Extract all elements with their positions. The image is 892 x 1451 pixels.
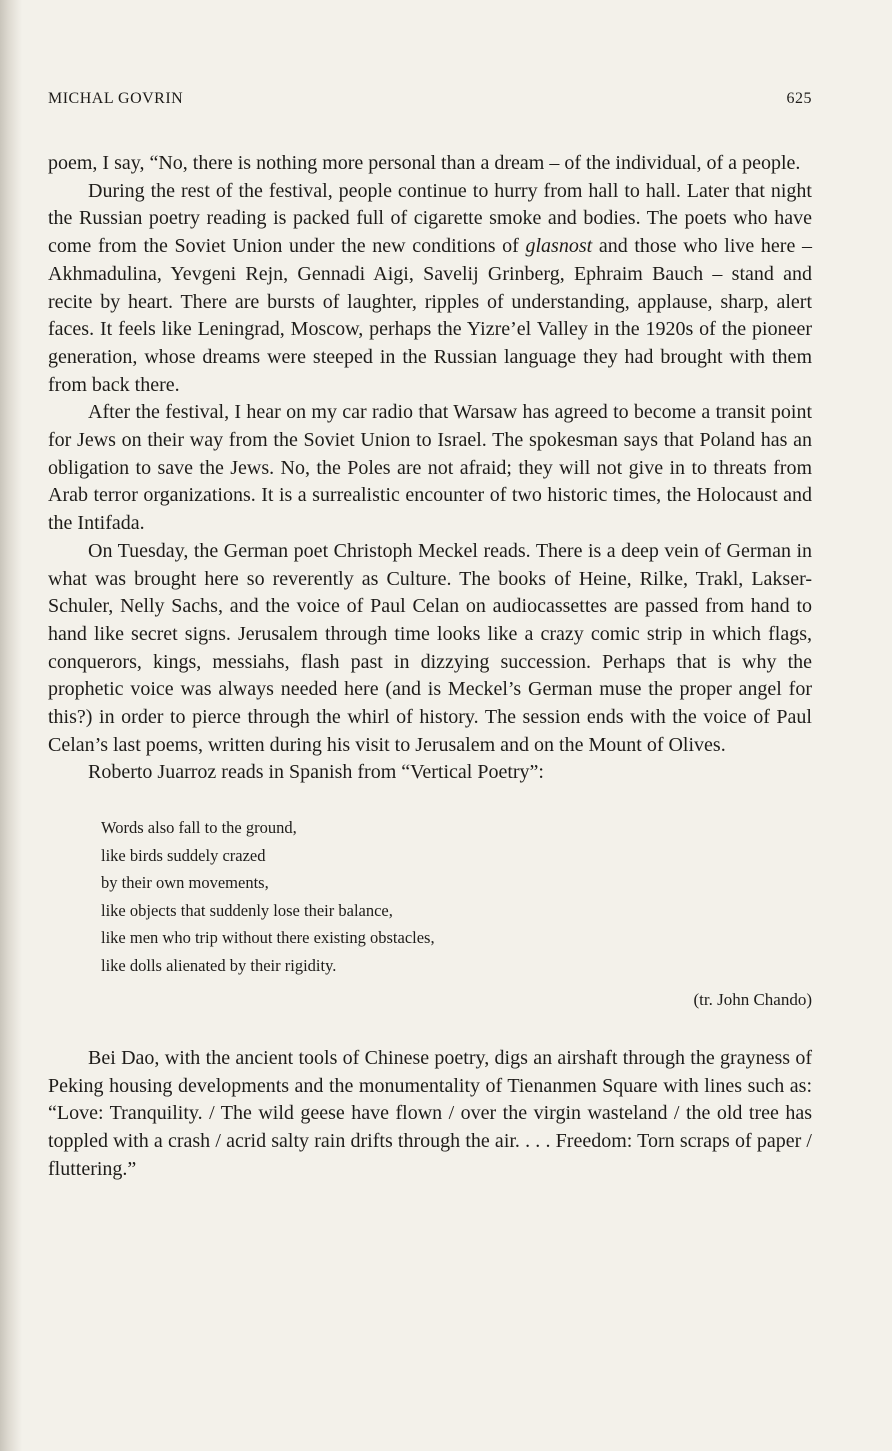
poem-line: Words also fall to the ground, bbox=[101, 818, 297, 838]
poem-quotation bbox=[101, 814, 812, 979]
text-run: After the festival, I hear on my car radio that Warsaw has agreed to become a transit point for Jews on their way from the Soviet Union to Israel. The spokesman says that Poland has an obligation to save the Jews. No, the Poles are not afraid; they will not give in to threats from Arab terror organizations. It is a surrealistic encounter of two historic times, the Holocaust and the Intifada. bbox=[48, 401, 812, 535]
paragraph bbox=[48, 178, 812, 400]
poem-line: like objects that suddenly lose their balance, bbox=[101, 900, 393, 920]
text-run: During the rest of the festival, people continue to hurry from hall to hall. Later that night the Russian poetry reading is packed full of cigarette smoke and bodies. The poets who have come from the Soviet Union under the new conditions of bbox=[48, 179, 812, 258]
poem-line: like men who trip without there existing obstacles, bbox=[101, 928, 435, 948]
text-run: On Tuesday, the German poet Christoph Meckel reads. There is a deep vein of German in what was brought here so reverently as Culture. The books of Heine, Rilke, Trakl, Lakser-Schuler, Nelly Sachs, and the voice of Paul Celan on audiocassettes are passed from hand to hand like secret signs. Jerusalem through time looks like a crazy comic strip in which flags, conquerors, kings, messiahs, flash past in dizzying succession. Perhaps that is why the prophetic voice was always needed here (and is Meckel’s German muse the proper angel for this?) in order to pierce through the whirl of history. The session ends with the voice of Paul Celan’s last poems, written during his visit to Jerusalem and on the Mount of Olives. bbox=[48, 539, 812, 756]
poem-line: like dolls alienated by their rigidity. bbox=[101, 955, 337, 975]
paragraph bbox=[48, 759, 812, 787]
running-head-author: MICHAL GOVRIN bbox=[48, 90, 184, 107]
poem-line: by their own movements, bbox=[101, 873, 269, 893]
body-text bbox=[48, 150, 812, 1183]
paragraph bbox=[48, 399, 812, 538]
paragraph bbox=[48, 538, 812, 760]
italic-term: glasnost bbox=[525, 235, 593, 258]
book-gutter-shadow bbox=[0, 0, 22, 1451]
text-run: poem, I say, “No, there is nothing more personal than a dream – of the individual, of a people. bbox=[48, 152, 801, 174]
translator-credit: (tr. John Chando) bbox=[693, 990, 812, 1010]
closing-paragraph: Bei Dao, with the ancient tools of Chinese poetry, digs an airshaft through the grayness of Peking housing developments and the monumentality of Tienanmen Square with lines such as: “Love: Tranquility. / The wild geese have flown / over the virgin wasteland / the old tree has toppled with a crash / acrid salty rain drifts through the air. . . . Freedom: Torn scraps of paper / fluttering.” bbox=[48, 1046, 812, 1180]
poem-line: like birds suddely crazed bbox=[101, 845, 266, 865]
text-run: Roberto Juarroz reads in Spanish from “Vertical Poetry”: bbox=[88, 761, 544, 784]
text-run: and those who live here – Akhmadulina, Yevgeni Rejn, Gennadi Aigi, Savelij Grinberg, Ephraim Bauch – stand and recite by heart. There are bursts of laughter, ripples of understanding, applause, sharp, alert faces. It feels like Leningrad, Moscow, perhaps the Yizre’el Valley in the 1920s of the pioneer generation, whose dreams were steeped in the Russian language they had brought with them from back there. bbox=[48, 235, 812, 396]
paragraph bbox=[48, 150, 812, 178]
page-number: 625 bbox=[786, 90, 812, 107]
